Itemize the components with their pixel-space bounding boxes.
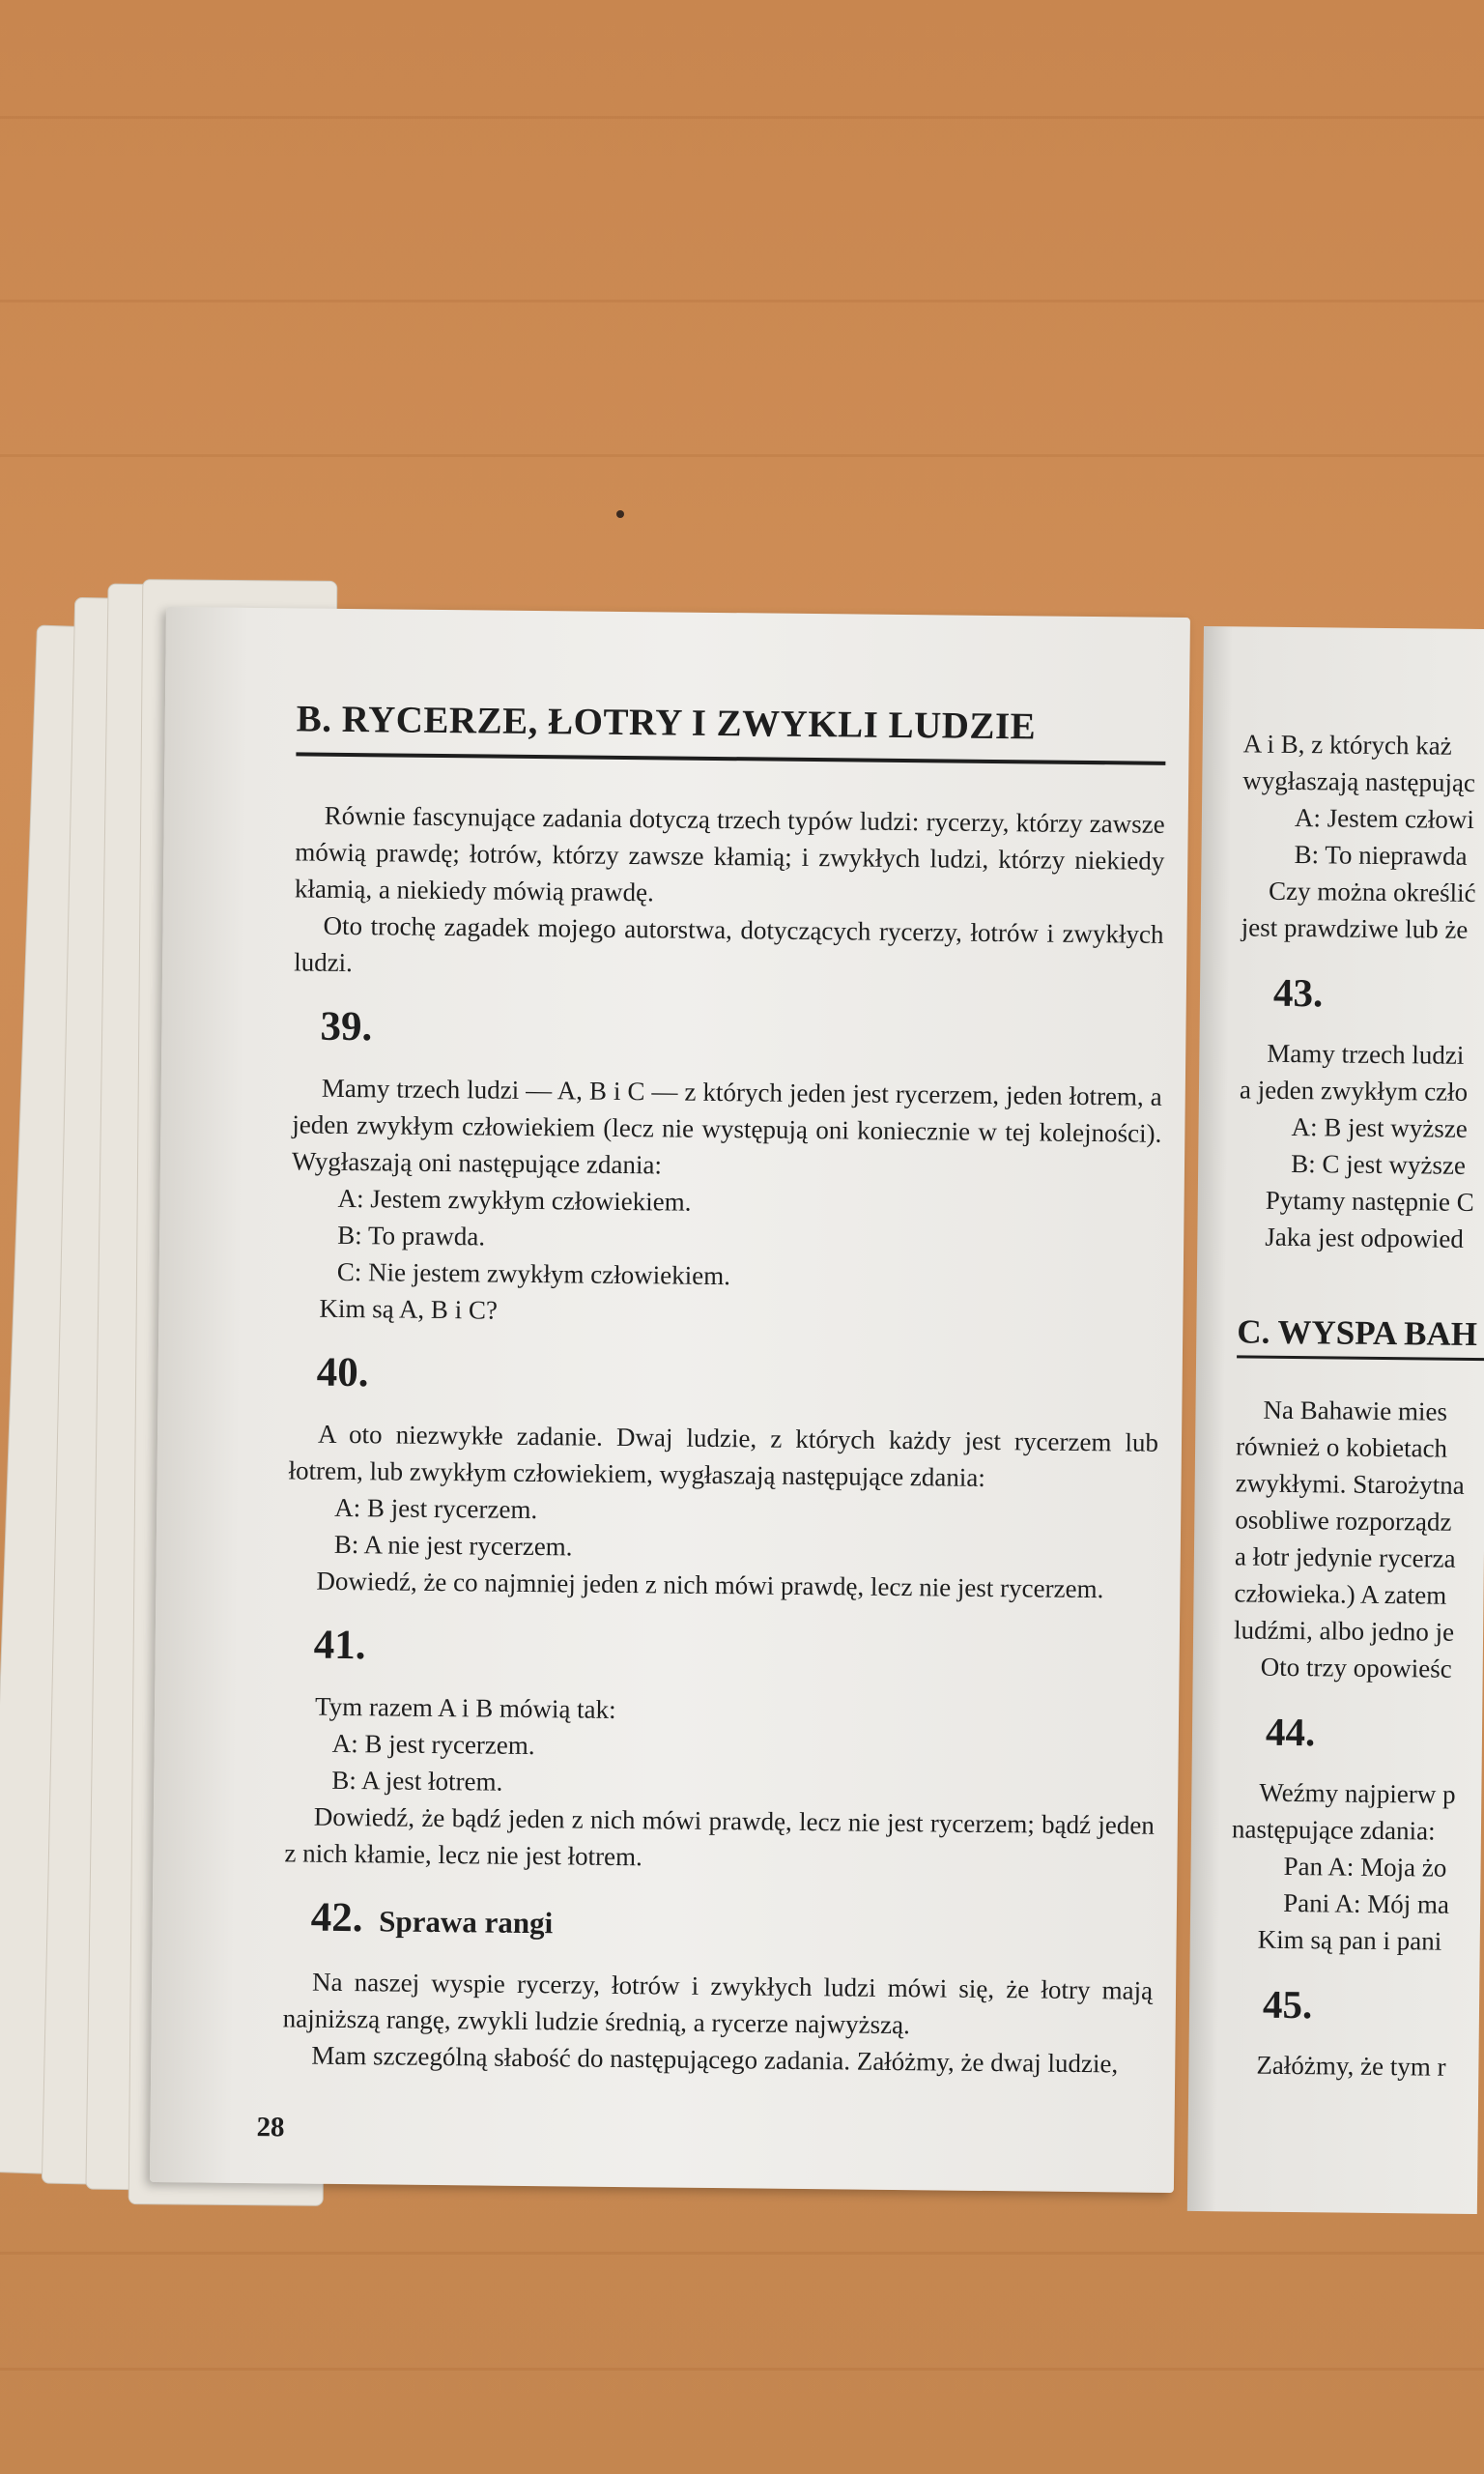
problem-41-line-b: B: A jest łotrem. (331, 1765, 503, 1797)
problem-41-question: Dowiedź, że bądź jeden z nich mówi prawdę, lecz nie jest rycerzem; bądź jeden z nich kłamie, lecz nie jest łotrem. (284, 1801, 1156, 1872)
problem-44-dialog-b: Pani A: Mój ma (1283, 1887, 1450, 1919)
problem-39-line-a: A: Jestem zwykłym człowiekiem. (337, 1183, 692, 1217)
problem-39-number: 39. (320, 1003, 373, 1050)
problem-43-after-2: Jaka jest odpowied (1265, 1222, 1464, 1253)
section-c-title: C. WYSPA BAH (1237, 1312, 1484, 1362)
problem-44-dialog-a: Pan A: Moja żo (1283, 1851, 1447, 1883)
problem-39-line-b: B: To prawda. (337, 1220, 486, 1251)
problem-41-text: Tym razem A i B mówią tak: (314, 1691, 616, 1724)
problem-43-dialog-b: B: C jest wyższe (1291, 1148, 1467, 1180)
problem-43-number: 43. (1272, 969, 1324, 1016)
problem-40-line-a: A: B jest rycerzem. (334, 1492, 538, 1525)
section-c-line-6: człowieka.) A zatem (1234, 1578, 1447, 1610)
problem-40-number: 40. (316, 1349, 369, 1396)
right-top-after-1: Czy można określić (1268, 876, 1476, 907)
section-c-line-5: a łotr jedynie rycerza (1234, 1541, 1456, 1573)
problem-40-question: Dowiedź, że co najmniej jeden z nich mówi prawdę, lecz nie jest rycerzem. (316, 1566, 1104, 1604)
section-title: B. RYCERZE, ŁOTRY I ZWYKLI LUDZIE (296, 697, 1166, 764)
right-top-line-2: wygłaszają następując (1242, 765, 1476, 797)
table-spot (616, 510, 624, 518)
problem-43-after-1: Pytamy następnie C (1265, 1185, 1474, 1217)
problem-44-line-2: następujące zdania: (1231, 1814, 1436, 1846)
problem-42-title: Sprawa rangi (379, 1904, 554, 1941)
problem-44-number: 44. (1265, 1709, 1316, 1755)
section-c-line-3: zwykłymi. Starożytna (1235, 1468, 1465, 1500)
section-c-line-1: Na Bahawie mies (1263, 1395, 1448, 1426)
section-c-line-4: osobliwe rozporządz (1235, 1505, 1452, 1537)
right-top-dialog-a: A: Jestem człowi (1294, 802, 1475, 834)
problem-42-number: 42. (310, 1894, 363, 1942)
problem-39-question: Kim są A, B i C? (319, 1293, 499, 1325)
problem-42-text-1: Na naszej wyspie rycerzy, łotrów i zwykłych ludzi mówi się, że łotry mają najniższą rangę, zwykli ludzie średnią, a rycerze najwyższą. (282, 1967, 1154, 2040)
right-top-line-1: A i B, z których każ (1242, 729, 1452, 761)
right-page-content (1229, 725, 1484, 2086)
problem-41-line-a: A: B jest rycerzem. (331, 1728, 535, 1761)
problem-42-heading (310, 1894, 1154, 1951)
problem-43-line-1: Mamy trzech ludzi (1267, 1038, 1465, 1070)
problem-44-after-1: Kim są pan i pani (1257, 1924, 1442, 1956)
intro-paragraph-2: Oto trochę zagadek mojego autorstwa, dotyczących rycerzy, łotrów i zwykłych ludzi. (294, 910, 1164, 978)
problem-45-line-1: Załóżmy, że tym r (1256, 2050, 1446, 2082)
right-page (1187, 626, 1484, 2214)
problem-43-dialog-a: A: B jest wyższe (1291, 1111, 1468, 1143)
left-page (150, 607, 1190, 2193)
page-number: 28 (256, 2112, 285, 2143)
problem-40-line-b: B: A nie jest rycerzem. (333, 1529, 573, 1562)
right-top-dialog-b: B: To nieprawda (1294, 839, 1468, 871)
problem-45-number: 45. (1262, 1981, 1313, 2028)
left-page-content (282, 697, 1166, 2082)
right-top-after-2: jest prawdziwe lub że (1241, 912, 1469, 944)
section-c-line-2: również o kobietach (1235, 1431, 1448, 1463)
section-c-line-7: ludźmi, albo jedno je (1233, 1615, 1455, 1647)
problem-44-line-1: Weźmy najpierw p (1259, 1777, 1456, 1809)
problem-39-text: Mamy trzech ludzi — A, B i C — z których jeden jest rycerzem, jeden łotrem, a jeden zwykłym człowiekiem (lecz nie występują oni koniecznie w tej kolejności). Wygłaszają oni następujące zdania: (291, 1073, 1162, 1180)
problem-43-line-2: a jeden zwykłym czło (1239, 1075, 1469, 1107)
intro-paragraph-1: Równie fascynujące zadania dotyczą trzech typów ludzi: rycerzy, którzy zawsze mówią prawdę; łotrów, którzy zawsze kłamią; i zwykłych ludzi, którzy niekiedy kłamią, a niekiedy mówią prawdę. (294, 800, 1165, 907)
section-c-line-8: Oto trzy opowieśc (1260, 1652, 1452, 1683)
problem-39-line-c: C: Nie jestem zwykłym człowiekiem. (336, 1256, 731, 1291)
problem-42-text-2: Mam szczególną słabość do następującego zadania. Załóżmy, że dwaj ludzie, (311, 2040, 1119, 2079)
problem-41-number: 41. (313, 1622, 366, 1669)
problem-40-text: A oto niezwykłe zadanie. Dwaj ludzie, z których każdy jest rycerzem lub łotrem, lub zwykłym człowiekiem, wygłaszają następujące zdania: (288, 1419, 1159, 1492)
